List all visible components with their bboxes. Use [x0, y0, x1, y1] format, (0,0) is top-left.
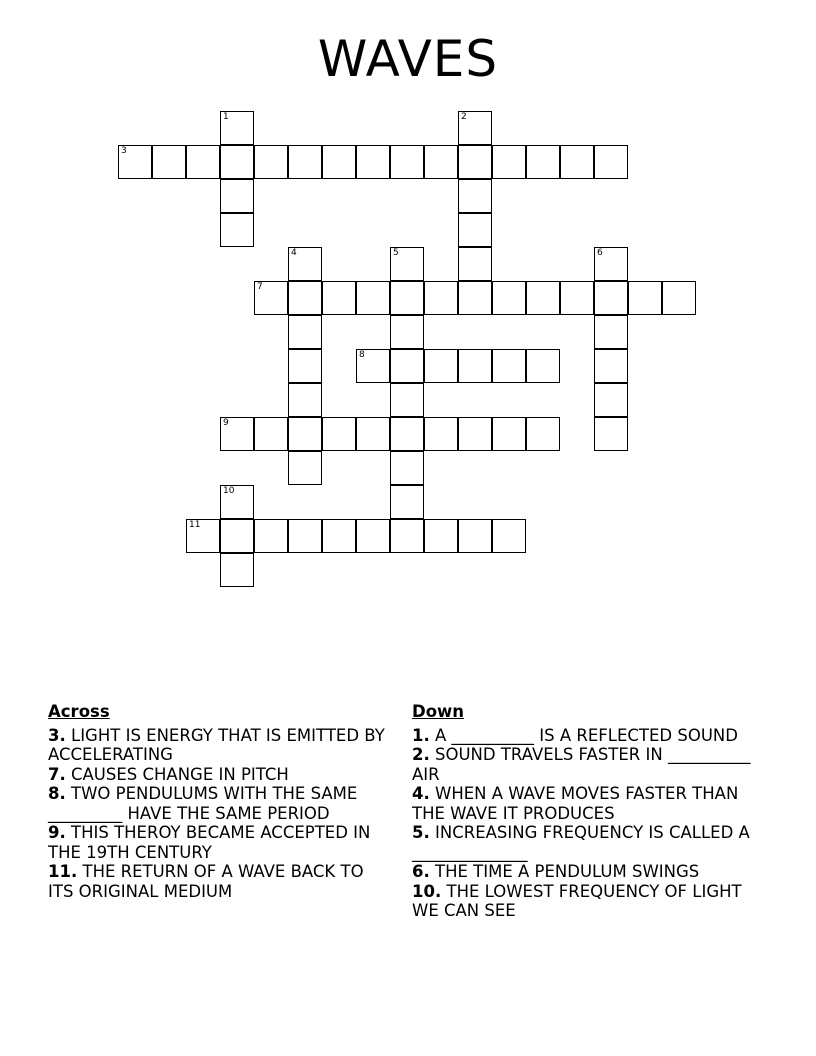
clue-text: A __________ IS A REFLECTED SOUND [435, 725, 738, 745]
grid-cell[interactable] [424, 349, 458, 383]
grid-cell[interactable] [458, 247, 492, 281]
clue-number: 4. [412, 784, 430, 803]
grid-cell[interactable] [254, 281, 288, 315]
grid-cell[interactable] [526, 281, 560, 315]
across-heading: Across [48, 702, 110, 721]
cell-number: 3 [121, 146, 127, 156]
grid-cell[interactable] [424, 519, 458, 553]
clue-text: THE RETURN OF A WAVE BACK TO ITS ORIGINAL MEDIUM [48, 862, 364, 901]
clue-down-5 [412, 823, 757, 862]
grid-cell[interactable] [458, 213, 492, 247]
clue-text: SOUND TRAVELS FASTER IN __________ AIR [412, 745, 751, 784]
grid-cell[interactable] [424, 417, 458, 451]
grid-cell[interactable] [526, 417, 560, 451]
grid-cell[interactable] [356, 417, 390, 451]
grid-cell[interactable] [594, 383, 628, 417]
cell-number: 5 [393, 248, 399, 258]
grid-cell[interactable] [628, 281, 662, 315]
grid-cell[interactable] [322, 145, 356, 179]
grid-cell[interactable] [356, 519, 390, 553]
clue-number: 10. [412, 881, 442, 901]
grid-cell[interactable] [254, 145, 288, 179]
grid-cell[interactable] [390, 417, 424, 451]
clue-across-8 [48, 784, 393, 823]
clue-text: WHEN A WAVE MOVES FASTER THAN THE WAVE IT PRODUCES [412, 784, 739, 823]
grid-cell[interactable] [458, 281, 492, 315]
clue-text: THIS THEROY BECAME ACCEPTED IN THE 19TH CENTURY [48, 823, 371, 862]
page-title: WAVES [317, 30, 499, 88]
grid-cell[interactable] [152, 145, 186, 179]
grid-cell[interactable] [390, 519, 424, 553]
grid-cell[interactable] [458, 179, 492, 213]
grid-cell[interactable] [594, 417, 628, 451]
grid-cell[interactable] [390, 281, 424, 315]
clue-number: 3. [48, 725, 66, 745]
grid-cell[interactable] [458, 145, 492, 179]
clue-across-9 [48, 823, 393, 862]
clue-number: 8. [48, 784, 66, 803]
cell-number: 10 [223, 486, 235, 496]
grid-cell[interactable] [560, 145, 594, 179]
cell-number: 7 [257, 282, 263, 292]
cell-number: 2 [461, 112, 467, 122]
grid-cell[interactable] [492, 519, 526, 553]
clue-down-2 [412, 745, 757, 784]
grid-cell[interactable] [322, 519, 356, 553]
grid-cell[interactable] [288, 417, 322, 451]
grid-cell[interactable] [492, 145, 526, 179]
cell-number: 8 [359, 350, 365, 360]
grid-cell[interactable] [390, 383, 424, 417]
grid-cell[interactable] [594, 349, 628, 383]
grid-cell[interactable] [526, 145, 560, 179]
grid-cell[interactable] [390, 349, 424, 383]
clue-number: 5. [412, 823, 430, 842]
grid-cell[interactable] [390, 315, 424, 349]
grid-cell[interactable] [458, 349, 492, 383]
grid-cell[interactable] [560, 281, 594, 315]
grid-cell[interactable] [220, 519, 254, 553]
grid-cell[interactable] [424, 281, 458, 315]
grid-cell[interactable] [458, 519, 492, 553]
grid-cell[interactable] [458, 111, 492, 145]
clue-down-10 [412, 882, 757, 921]
cell-number: 9 [223, 418, 229, 428]
grid-cell[interactable] [220, 145, 254, 179]
grid-cell[interactable] [220, 553, 254, 587]
grid-cell[interactable] [186, 145, 220, 179]
grid-cell[interactable] [492, 281, 526, 315]
grid-cell[interactable] [288, 451, 322, 485]
grid-cell[interactable] [254, 417, 288, 451]
grid-cell[interactable] [458, 417, 492, 451]
clue-down-6 [412, 862, 757, 882]
grid-cell[interactable] [390, 145, 424, 179]
grid-cell[interactable] [594, 247, 628, 281]
grid-cell[interactable] [356, 145, 390, 179]
clue-down-1 [412, 726, 757, 746]
grid-cell[interactable] [288, 383, 322, 417]
grid-cell[interactable] [220, 179, 254, 213]
down-clues [412, 702, 757, 921]
grid-cell[interactable] [594, 315, 628, 349]
grid-cell[interactable] [220, 213, 254, 247]
clue-text: TWO PENDULUMS WITH THE SAME _________ HAVE THE SAME PERIOD [48, 784, 358, 823]
clue-down-4 [412, 784, 757, 823]
grid-cell[interactable] [118, 145, 152, 179]
grid-cell[interactable] [492, 417, 526, 451]
grid-cell[interactable] [662, 281, 696, 315]
across-clues [48, 702, 393, 901]
grid-cell[interactable] [322, 281, 356, 315]
clue-text: CAUSES CHANGE IN PITCH [71, 764, 289, 784]
grid-cell[interactable] [186, 519, 220, 553]
clue-number: 6. [412, 862, 430, 881]
clue-number: 1. [412, 725, 430, 745]
clue-number: 11. [48, 862, 78, 881]
grid-cell[interactable] [356, 349, 390, 383]
grid-cell[interactable] [288, 281, 322, 315]
grid-cell[interactable] [220, 417, 254, 451]
clue-text: INCREASING FREQUENCY IS CALLED A ______________ [412, 823, 750, 862]
grid-cell[interactable] [390, 485, 424, 519]
cell-number: 11 [189, 520, 201, 530]
down-heading: Down [412, 702, 465, 721]
grid-cell[interactable] [288, 519, 322, 553]
grid-cell[interactable] [424, 145, 458, 179]
clue-number: 7. [48, 764, 66, 784]
clue-text: THE TIME A PENDULUM SWINGS [435, 862, 700, 881]
grid-cell[interactable] [356, 281, 390, 315]
clue-across-11 [48, 862, 393, 901]
clue-across-3 [48, 726, 393, 765]
clue-number: 9. [48, 823, 66, 842]
grid-cell[interactable] [288, 315, 322, 349]
grid-cell[interactable] [390, 247, 424, 281]
grid-cell[interactable] [594, 145, 628, 179]
grid-cell[interactable] [526, 349, 560, 383]
clue-number: 2. [412, 745, 430, 764]
cell-number: 1 [223, 112, 229, 122]
grid-cell[interactable] [288, 349, 322, 383]
clue-text: LIGHT IS ENERGY THAT IS EMITTED BY ACCELERATING [48, 725, 385, 764]
cell-number: 4 [291, 248, 297, 258]
grid-cell[interactable] [594, 281, 628, 315]
clue-across-7 [48, 765, 393, 785]
grid-cell[interactable] [322, 417, 356, 451]
grid-cell[interactable] [492, 349, 526, 383]
cell-number: 6 [597, 248, 603, 258]
grid-cell[interactable] [220, 485, 254, 519]
clue-text: THE LOWEST FREQUENCY OF LIGHT WE CAN SEE [412, 881, 742, 920]
grid-cell[interactable] [288, 247, 322, 281]
grid-cell[interactable] [254, 519, 288, 553]
grid-cell[interactable] [288, 145, 322, 179]
grid-cell[interactable] [220, 111, 254, 145]
grid-cell[interactable] [390, 451, 424, 485]
